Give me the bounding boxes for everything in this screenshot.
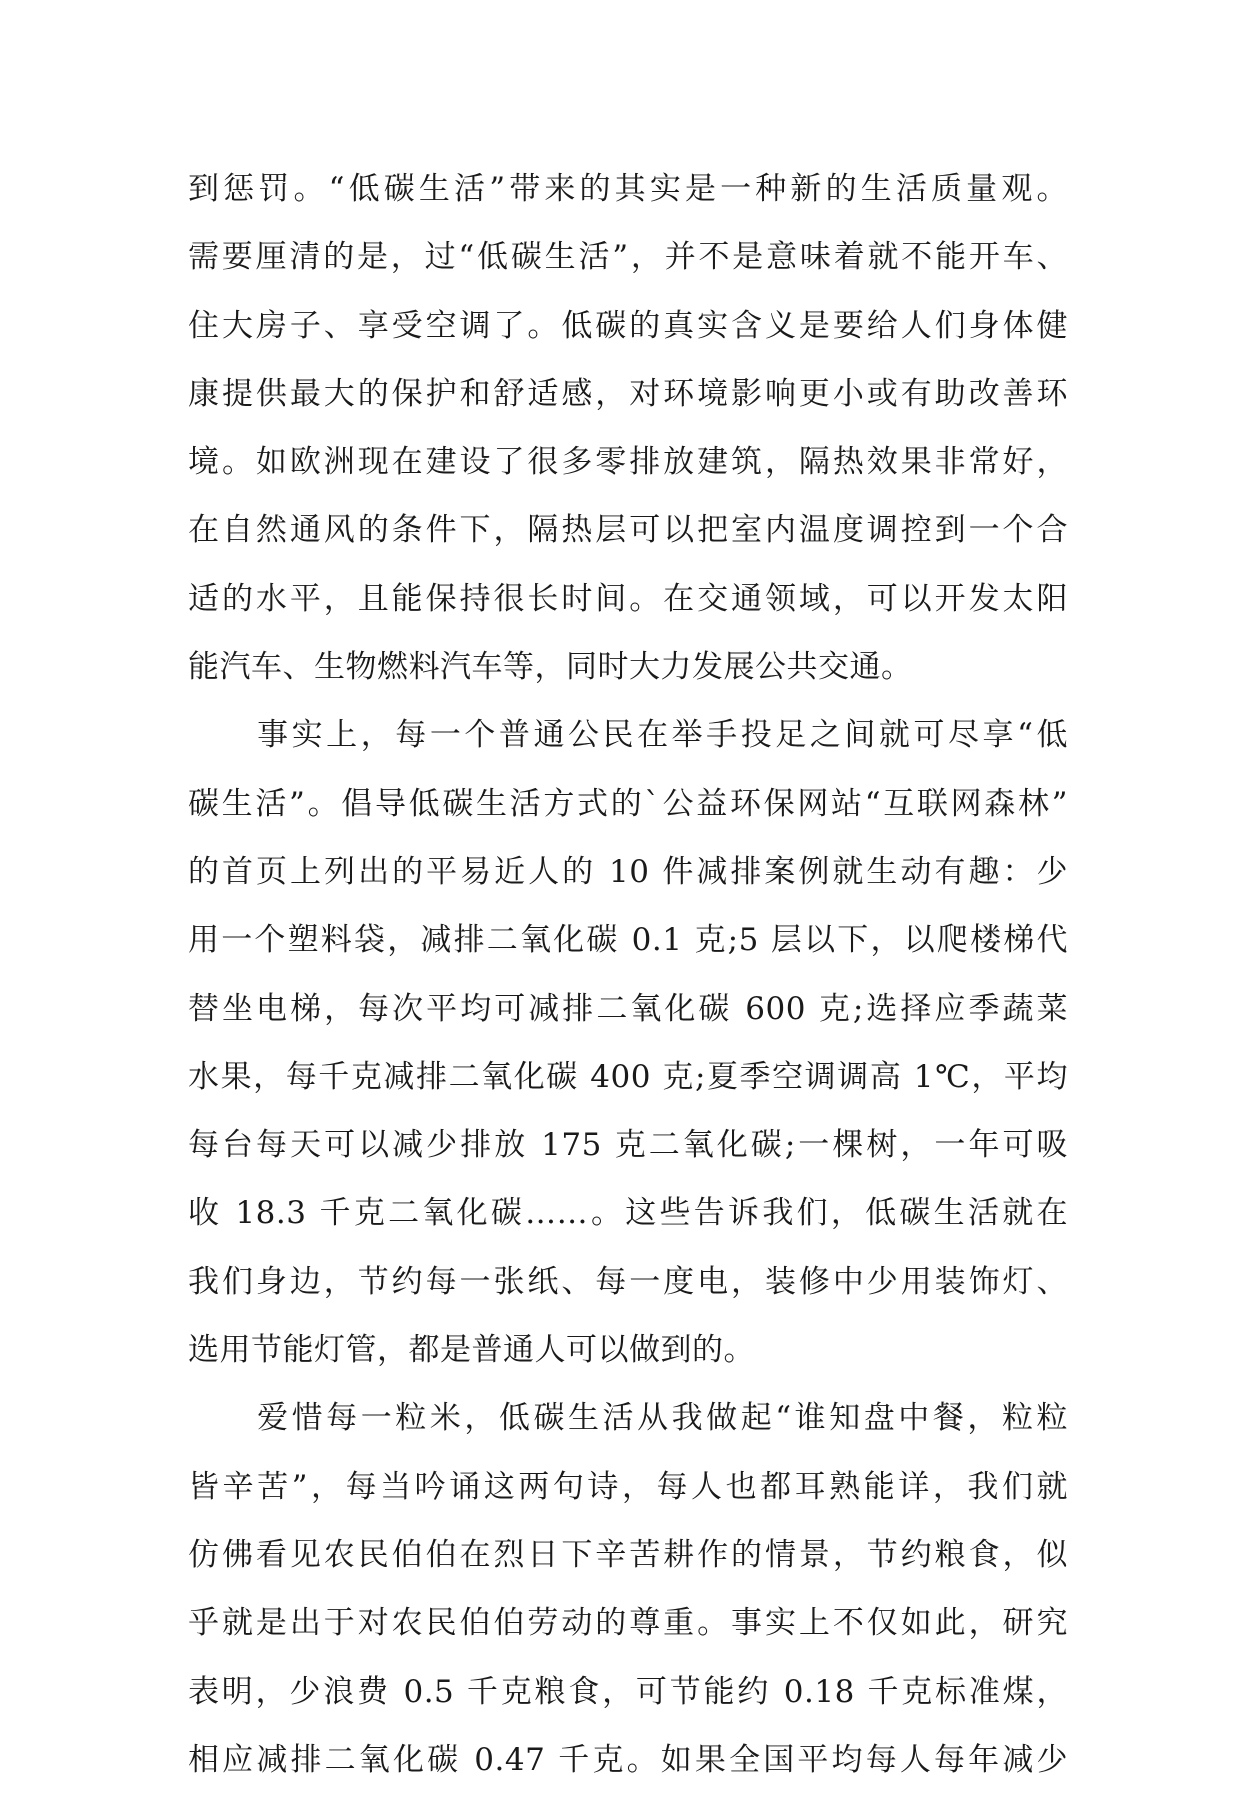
text-line: 境。如欧洲现在建设了很多零排放建筑，隔热效果非常好，	[188, 444, 1068, 481]
text-line: 皆辛苦”，每当吟诵这两句诗，每人也都耳熟能详，我们就	[188, 1468, 1068, 1505]
text-line: 每台每天可以减少排放 175 克二氧化碳;一棵树，一年可吸	[188, 1127, 1068, 1164]
text-line: 收 18.3 千克二氧化碳……。这些告诉我们，低碳生活就在	[188, 1195, 1068, 1232]
body-text	[188, 155, 1068, 1794]
text-line: 表明，少浪费 0.5 千克粮食，可节能约 0.18 千克标准煤，	[188, 1673, 1068, 1710]
text-line: 住大房子、享受空调了。低碳的真实含义是要给人们身体健	[188, 307, 1068, 344]
text-line: 能汽车、生物燃料汽车等，同时大力发展公共交通。	[188, 649, 913, 686]
text-line: 需要厘清的是，过“低碳生活”，并不是意味着就不能开车、	[188, 239, 1068, 276]
text-line: 适的水平，且能保持很长时间。在交通领域，可以开发太阳	[188, 580, 1068, 617]
text-line: 在自然通风的条件下，隔热层可以把室内温度调控到一个合	[188, 512, 1068, 549]
text-line: 用一个塑料袋，减排二氧化碳 0.1 克;5 层以下，以爬楼梯代	[188, 922, 1068, 959]
text-line: 碳生活”。倡导低碳生活方式的`公益环保网站“互联网森林”	[188, 785, 1068, 822]
text-line: 爱惜每一粒米，低碳生活从我做起“谁知盘中餐，粒粒	[188, 1400, 1068, 1437]
text-line: 事实上，每一个普通公民在举手投足之间就可尽享“低	[188, 717, 1068, 754]
text-line: 乎就是出于对农民伯伯劳动的尊重。事实上不仅如此，研究	[188, 1605, 1068, 1642]
text-line: 水果，每千克减排二氧化碳 400 克;夏季空调调高 1℃，平均	[188, 1058, 1068, 1095]
text-line: 替坐电梯，每次平均可减排二氧化碳 600 克;选择应季蔬菜	[188, 990, 1068, 1027]
text-line: 的首页上列出的平易近人的 10 件减排案例就生动有趣：少	[188, 853, 1068, 890]
text-line: 仿佛看见农民伯伯在烈日下辛苦耕作的情景，节约粮食，似	[188, 1536, 1068, 1573]
text-line: 到惩罚。“低碳生活”带来的其实是一种新的生活质量观。	[188, 171, 1068, 207]
text-line: 相应减排二氧化碳 0.47 千克。如果全国平均每人每年减少	[188, 1741, 1068, 1778]
text-line: 我们身边，节约每一张纸、每一度电，装修中少用装饰灯、	[188, 1263, 1068, 1300]
text-line: 选用节能灯管，都是普通人可以做到的。	[188, 1332, 755, 1369]
text-line: 康提供最大的保护和舒适感，对环境影响更小或有助改善环	[188, 375, 1068, 412]
